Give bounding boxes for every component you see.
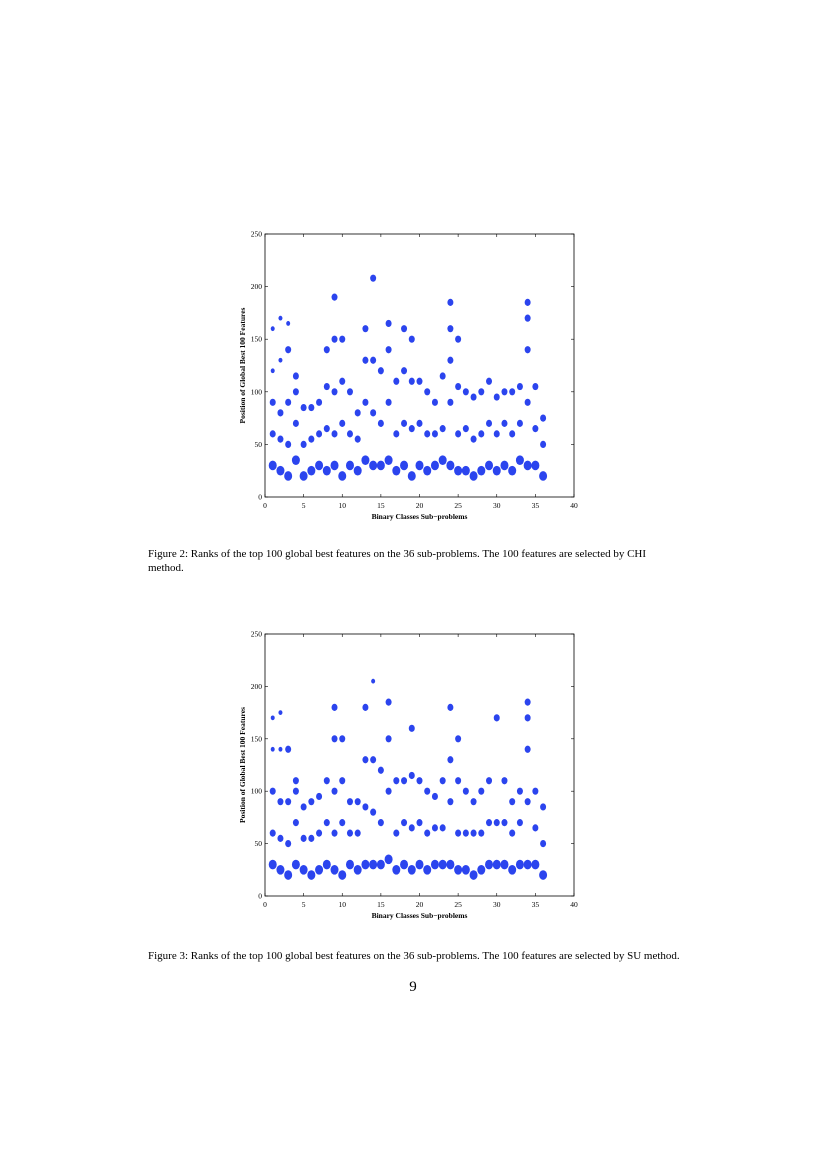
x-tick-label: 5 [301,900,306,909]
data-point [301,835,307,842]
data-point [423,865,431,875]
data-point [338,870,346,880]
data-point [455,777,461,784]
data-point [346,860,354,870]
data-point [525,798,531,805]
data-point [454,865,462,875]
data-point [362,803,368,810]
x-tick-label: 30 [493,900,501,909]
data-point [517,788,523,795]
data-point [270,788,276,795]
data-point [500,860,508,870]
data-point [485,860,493,870]
data-point [463,830,469,837]
data-point [471,798,477,805]
y-tick-label: 200 [250,681,262,691]
y-tick-label: 50 [254,439,262,449]
y-tick-label: 150 [250,334,262,344]
data-point [532,788,538,795]
data-point [293,819,299,826]
data-point [525,699,531,706]
data-point [339,735,345,742]
data-point [486,777,492,784]
data-point [400,860,408,870]
x-tick-label: 25 [454,501,462,510]
data-point [409,772,415,779]
data-point [501,777,507,784]
data-point [378,819,384,826]
data-point [517,819,523,826]
y-tick-label: 50 [254,839,262,849]
data-point [393,830,399,837]
y-axis-label: Position of Global Best 100 Features [238,707,247,823]
data-point [385,855,393,865]
x-tick-label: 10 [338,501,346,510]
data-point [525,746,531,753]
data-point [271,747,275,752]
data-point [332,788,338,795]
data-point [301,803,307,810]
data-point [424,830,430,837]
data-point [276,865,284,875]
data-point [455,830,461,837]
y-tick-label: 0 [258,492,262,502]
data-point [339,777,345,784]
data-point [478,788,484,795]
data-point [332,704,338,711]
data-point [532,824,538,831]
data-point [401,819,407,826]
data-point [525,714,531,721]
data-point [377,860,385,870]
data-point [462,865,470,875]
data-point [293,788,299,795]
x-tick-label: 30 [493,501,501,510]
x-tick-label: 25 [454,900,462,909]
y-tick-label: 250 [250,629,262,639]
x-tick-label: 0 [263,501,267,510]
plot-frame [265,634,574,896]
data-point [355,830,361,837]
x-tick-label: 20 [415,900,424,909]
data-point [392,865,400,875]
data-point [361,860,369,870]
data-point [471,830,477,837]
data-point [277,835,283,842]
data-point [417,777,423,784]
data-point [447,798,453,805]
data-point [316,830,322,837]
y-tick-label: 250 [250,229,262,239]
data-point [378,767,384,774]
y-tick-label: 100 [250,786,262,796]
data-point [424,788,430,795]
y-tick-label: 150 [250,734,262,744]
x-tick-label: 10 [338,900,346,909]
data-point [315,865,323,875]
x-tick-label: 40 [570,501,578,510]
y-tick-label: 0 [258,891,262,901]
data-point [285,798,291,805]
data-point [486,819,492,826]
data-point [540,803,546,810]
data-point [431,860,439,870]
data-point [401,777,407,784]
data-point [501,819,507,826]
data-point [386,735,392,742]
data-point [347,830,353,837]
data-point [493,860,501,870]
data-point [355,798,361,805]
x-tick-label: 35 [531,501,540,510]
data-point [278,710,282,715]
data-point [371,679,375,684]
data-point [447,704,453,711]
data-point [524,860,532,870]
data-point [278,747,282,752]
x-tick-label: 0 [263,900,267,909]
data-point [447,756,453,763]
data-point [270,830,276,837]
data-point [386,788,392,795]
data-point [409,725,415,732]
x-tick-label: 5 [301,501,306,510]
data-point [323,860,331,870]
x-tick-label: 15 [377,501,385,510]
data-point [393,777,399,784]
data-point [362,704,368,711]
data-point [332,830,338,837]
data-point [531,860,539,870]
page-number: 9 [409,979,417,995]
data-point [308,835,314,842]
data-point [308,798,314,805]
data-point [417,819,423,826]
x-axis-label: Binary Classes Sub−problems [371,512,468,521]
data-point [409,824,415,831]
x-tick-label: 35 [531,900,540,909]
data-point [370,756,376,763]
data-point [416,860,424,870]
data-point [446,860,454,870]
data-point [269,860,277,870]
data-point [347,798,353,805]
data-point [362,756,368,763]
data-point [285,746,291,753]
y-axis-label: Position of Global Best 100 Features [238,307,247,424]
data-point [439,860,447,870]
data-point [354,865,362,875]
data-point [307,870,315,880]
data-point [539,870,547,880]
data-point [408,865,416,875]
figure-3-caption: Figure 3: Ranks of the top 100 global best features on the 36 sub-problems. The 100 features are selected by SU method. [148,950,680,962]
data-point [300,865,308,875]
data-point [494,714,500,721]
data-point [370,809,376,816]
data-point [277,798,283,805]
data-point [324,777,330,784]
data-point [316,793,322,800]
figure-2-caption: Figure 2: Ranks of the top 100 global best features on the 36 sub-problems. The 100 features are selected by CHI method. [148,548,647,574]
data-point [508,865,516,875]
data-point [463,788,469,795]
data-point [440,824,446,831]
x-tick-label: 40 [570,900,578,909]
x-axis-label: Binary Classes Sub−problems [371,911,468,920]
x-tick-label: 20 [415,501,424,510]
data-point [339,819,345,826]
data-point [271,715,275,720]
data-point [432,793,438,800]
data-point [332,735,338,742]
data-point [292,860,300,870]
data-point [540,840,546,847]
data-point [455,735,461,742]
x-tick-label: 15 [377,900,385,909]
y-tick-label: 100 [250,387,262,397]
data-point [516,860,524,870]
data-point [284,870,292,880]
data-point [440,777,446,784]
data-point [494,819,500,826]
data-point [293,777,299,784]
data-point [509,798,515,805]
data-point [331,865,339,875]
data-point [432,824,438,831]
data-point [470,870,478,880]
data-point [324,819,330,826]
data-point [285,840,291,847]
data-point [386,699,392,706]
data-point [477,865,485,875]
data-point [478,830,484,837]
y-tick-label: 200 [250,282,262,292]
data-point [509,830,515,837]
data-point [369,860,377,870]
